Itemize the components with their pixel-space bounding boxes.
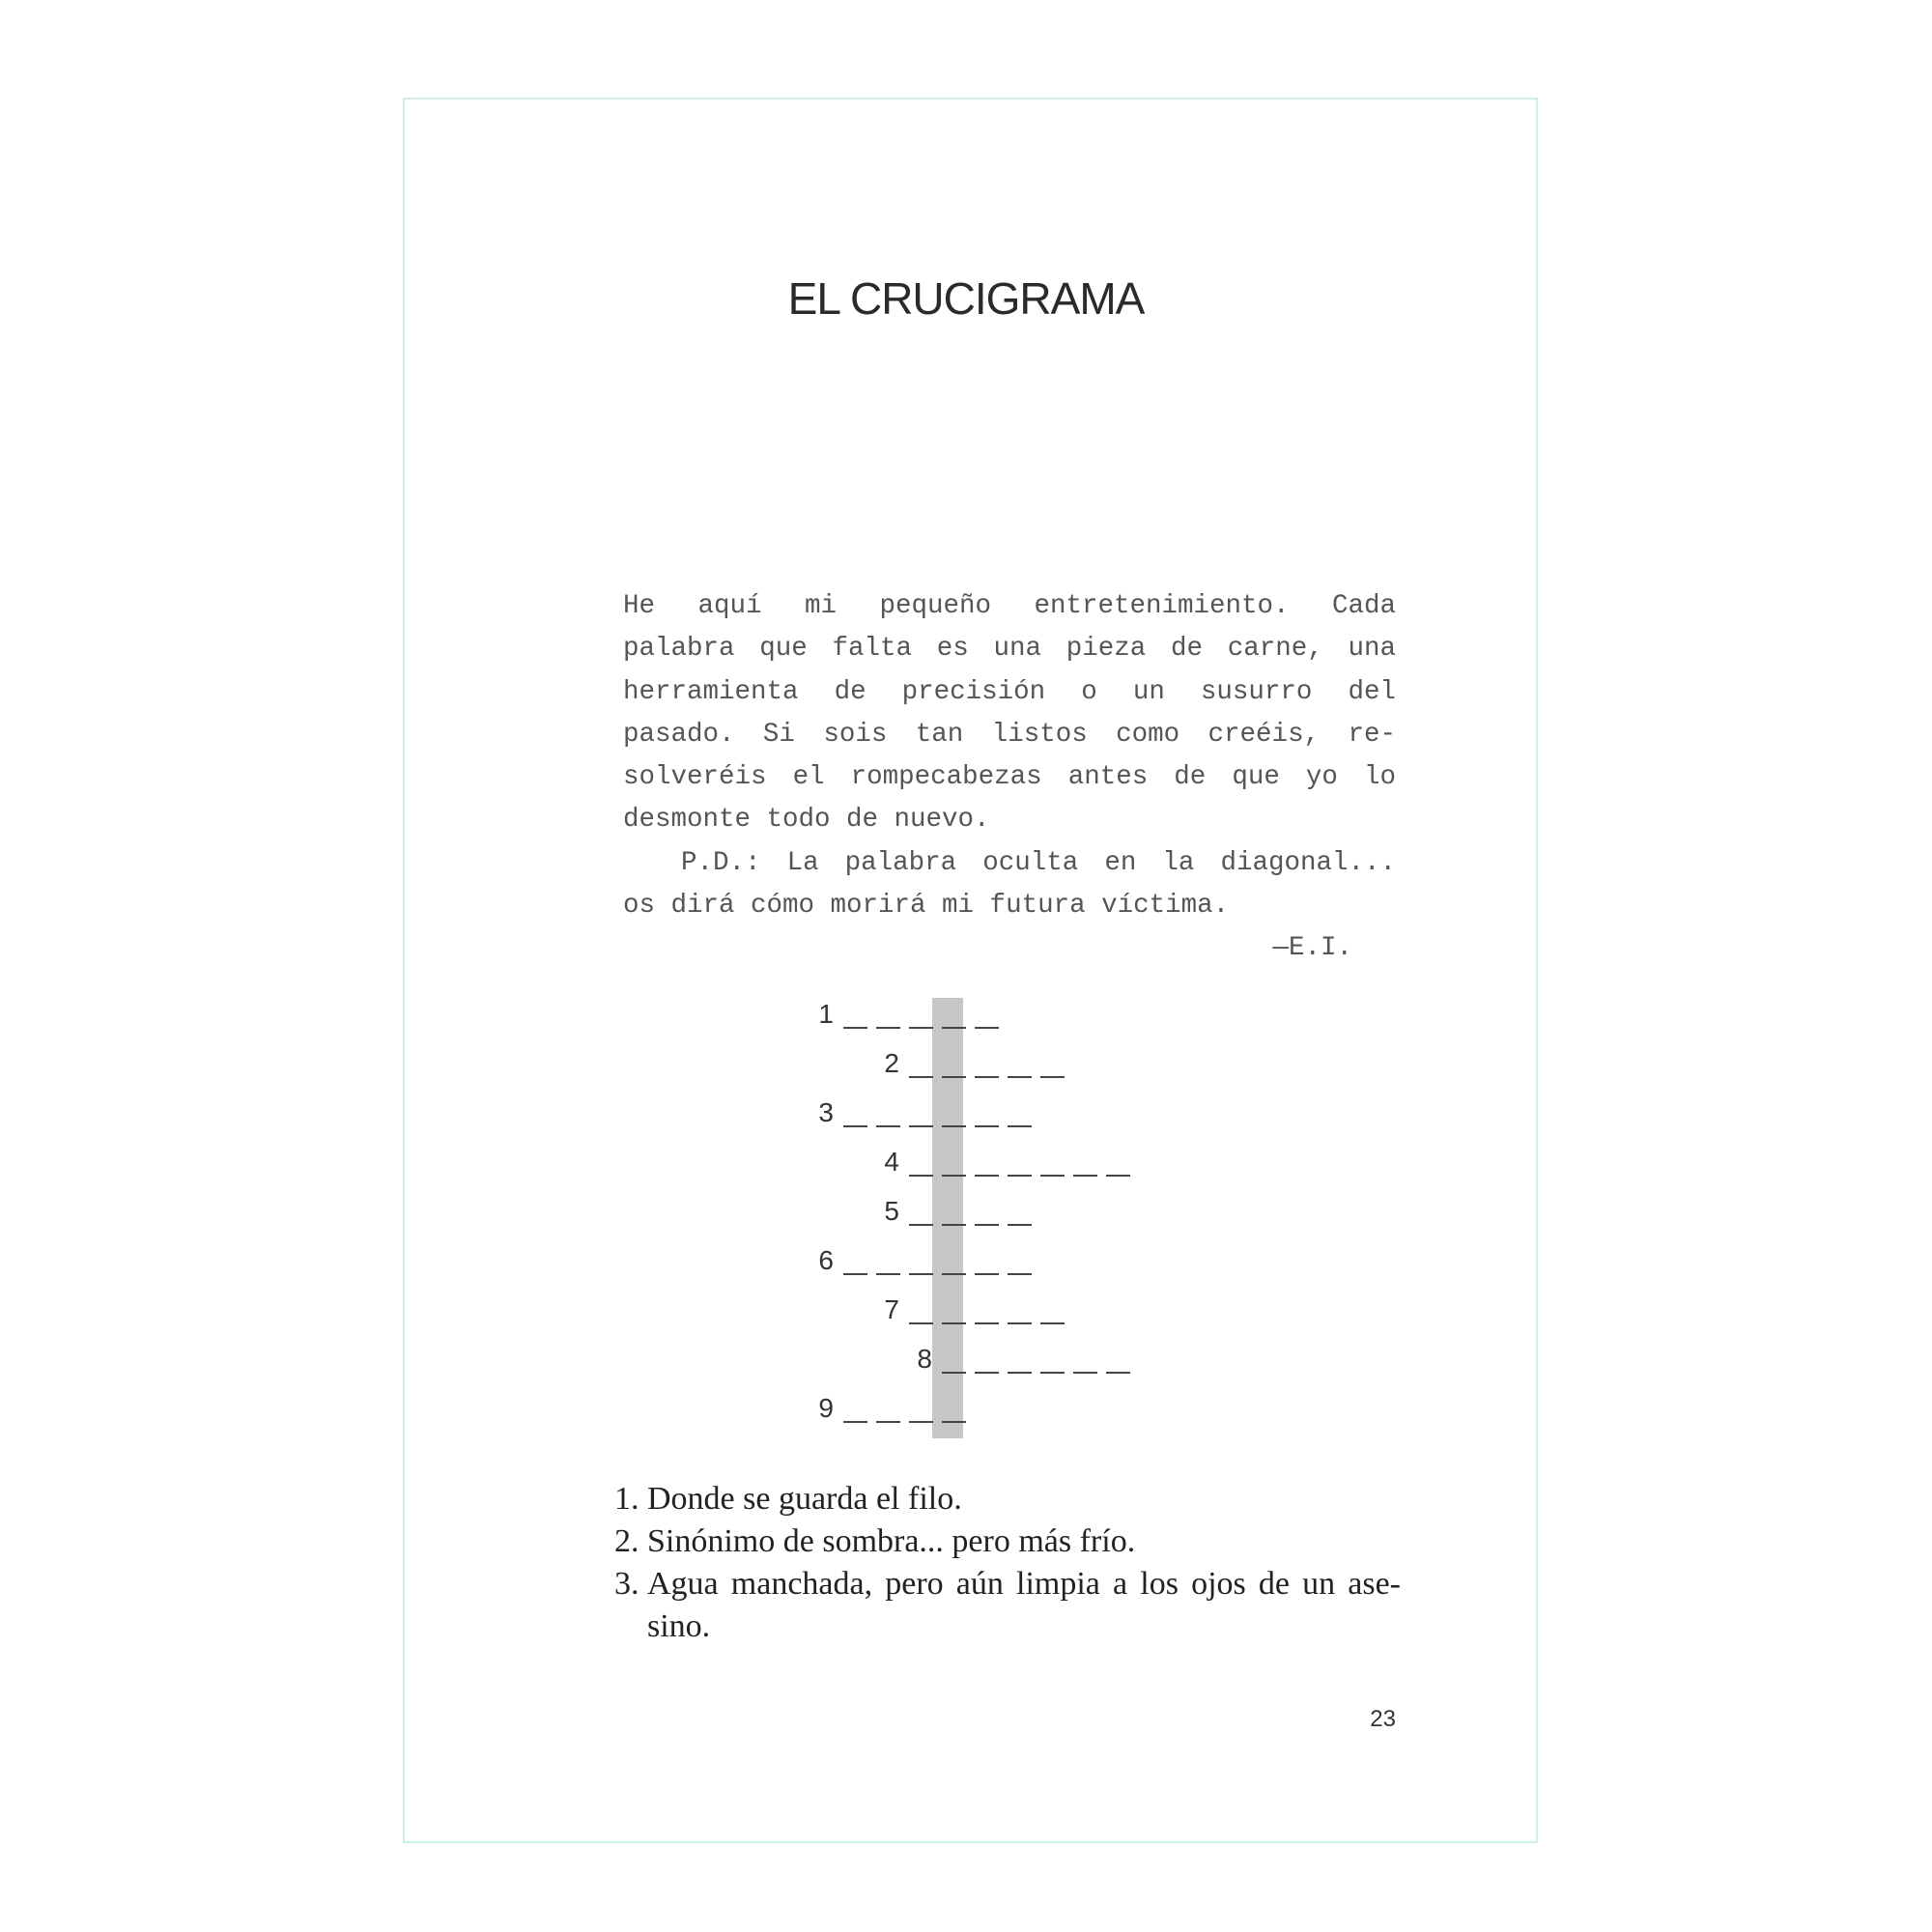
crossword-row-number: 2 <box>884 1048 899 1078</box>
letter-line: He aquí mi pequeño entretenimiento. Cada <box>623 591 1396 621</box>
crossword-row-number: 5 <box>884 1196 899 1226</box>
postscript-line: os dirá cómo morirá mi futura víctima. <box>623 891 1230 922</box>
crossword-row-number: 8 <box>917 1344 932 1374</box>
clue-number: 3. <box>614 1566 639 1602</box>
crossword-row-number: 9 <box>818 1393 834 1423</box>
letter-line: pasado. Si sois tan listos como creéis, re- <box>623 719 1396 750</box>
letter-line: herramienta de precisión o un susurro del <box>623 676 1396 707</box>
clue-text: Sinónimo de sombra... pero más frío. <box>647 1523 1136 1559</box>
page-number: 23 <box>1370 1706 1396 1732</box>
letter-signature: —E.I. <box>1272 933 1352 964</box>
crossword-row-number: 1 <box>818 999 834 1029</box>
killer-letter <box>623 585 1396 971</box>
crossword-row-number: 7 <box>884 1294 899 1324</box>
postscript-line: P.D.: La palabra oculta en la diagonal... <box>681 847 1396 878</box>
clue-item <box>609 1520 1401 1563</box>
letter-line: solveréis el rompecabezas antes de que yo lo <box>623 762 1396 793</box>
clue-text: sino. <box>647 1608 711 1644</box>
clue-number: 2. <box>614 1523 639 1559</box>
clue-number: 1. <box>614 1481 639 1517</box>
crossword-row-number: 4 <box>884 1147 899 1177</box>
clue-item <box>609 1563 1401 1648</box>
clue-text: Agua manchada, pero aún limpia a los ojos de un ase- <box>647 1566 1401 1602</box>
crossword-row-number: 6 <box>818 1245 834 1275</box>
clue-item <box>609 1478 1401 1520</box>
chapter-title: EL CRUCIGRAMA <box>787 273 1145 324</box>
clue-list <box>609 1478 1401 1648</box>
letter-line: desmonte todo de nuevo. <box>623 805 990 836</box>
crossword-row-number: 3 <box>818 1097 834 1127</box>
letter-line: palabra que falta es una pieza de carne, una <box>623 634 1396 665</box>
clue-text: Donde se guarda el filo. <box>647 1481 962 1517</box>
